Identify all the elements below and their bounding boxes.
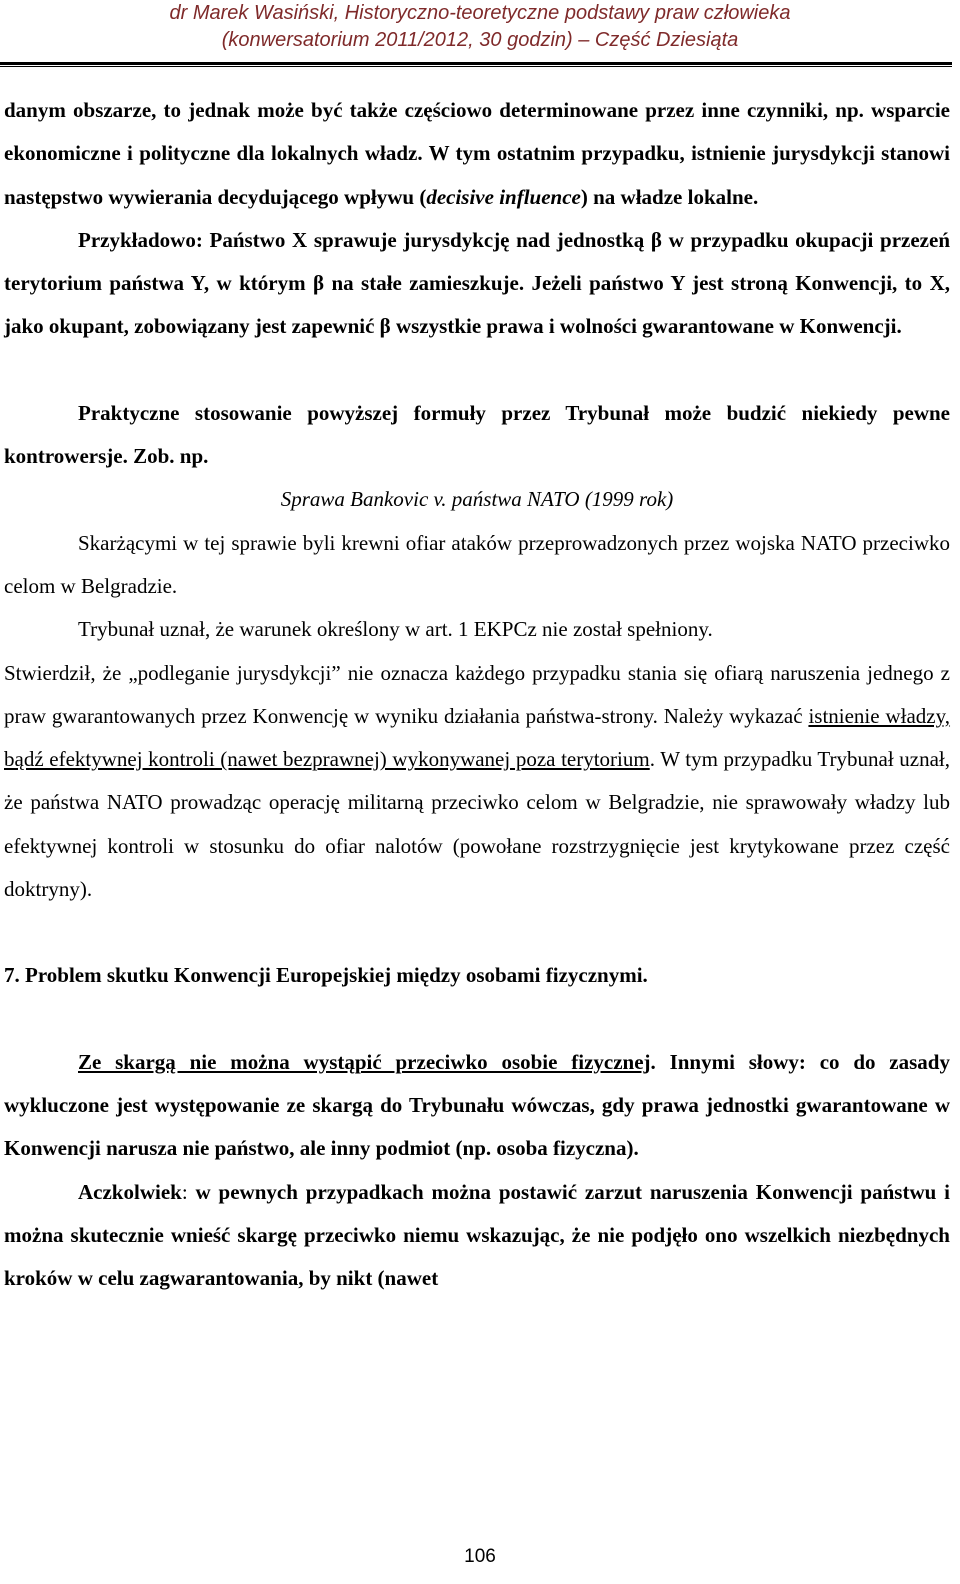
header-line-1: dr Marek Wasiński, Historyczno-teoretyczne podstawy praw człowieka <box>169 2 791 24</box>
spacer <box>4 349 950 392</box>
paragraph-7 <box>4 1041 950 1171</box>
paragraph-5: Trybunał uznał, że warunek określony w art. 1 EKPCz nie został spełniony. <box>78 617 713 642</box>
header-rule-thin <box>0 66 952 67</box>
page-number: 106 <box>464 1546 496 1567</box>
paragraph-2-tail: Jeżeli państwo Y jest stroną Konwencji, to X, jako okupant, zobowiązany jest zapewnić β wszystkie prawa i wolności gwarantowane w Konwencji. <box>4 271 950 339</box>
document-body <box>4 89 950 1300</box>
section-heading: 7. Problem skutku Konwencji Europejskiej między osobami fizycznymi. <box>4 963 648 988</box>
paragraph-7-text: . Innymi słowy: co do zasady wykluczone jest występowanie ze skargą do Trybunału wówczas, gdy prawa jednostki gwarantowane w Konwencji narusza nie państwo, ale inny podmiot (np. osoba fizyczna). <box>4 1049 950 1161</box>
paragraph-8 <box>4 1171 950 1301</box>
paragraph-6 <box>4 652 950 912</box>
paragraph-4: Skarżącymi w tej sprawie byli krewni ofiar ataków przeprowadzonych przez wojska NATO przeciwko celom w Belgradzie. <box>4 530 950 598</box>
case-title <box>4 478 950 521</box>
paragraph-8-colon: : <box>181 1179 188 1204</box>
paragraph-6-text: Stwierdził, że „podleganie jurysdykcji” nie oznacza każdego przypadku stania się ofiarą naruszenia jednego z praw gwarantowanych przez Konwencję w wyniku działania państwa-strony. Należy wykazać <box>4 660 950 728</box>
spacer <box>4 998 950 1041</box>
page-header <box>0 0 960 54</box>
paragraph-7-underlined: Ze skargą nie można wystąpić przeciwko osobie fizycznej <box>78 1049 651 1074</box>
paragraph-2-text: Przykładowo: Państwo X sprawuje jurysdykcję nad jednostką β w przypadku okupacji przezeń terytorium państwa Y, w którym β na stałe zamieszkuje. <box>4 227 950 296</box>
case-title-text: Sprawa Bankovic v. państwa NATO (1999 rok) <box>280 487 674 512</box>
paragraph-6-underlined: istnienie władzy, bądź efektywnej kontroli (nawet bezprawnej) wykonywanej poza terytorium <box>4 703 951 772</box>
paragraph-1-text: danym obszarze, to jednak może być także częściowo determinowane przez inne czynniki, np. wsparcie ekonomiczne i polityczne dla lokalnych władz. W tym ostatnim przypadku, istnienie jurysdykcji stanowi następstwo wywierania decydującego wpływu ( <box>4 98 950 209</box>
spacer <box>4 911 950 954</box>
header-rule <box>0 62 952 65</box>
paragraph-1-emphasis: decisive influence <box>426 184 581 209</box>
header-line-2: (konwersatorium 2011/2012, 30 godzin) – Część Dziesiąta <box>221 29 739 51</box>
paragraph-1 <box>4 89 950 219</box>
paragraph-8-lead: Aczkolwiek <box>78 1179 182 1204</box>
paragraph-3: Praktyczne stosowanie powyższej formuły przez Trybunał może budzić niekiedy pewne kontrowersje. Zob. np. <box>4 400 950 469</box>
paragraph-1-tail: ) na władze lokalne. <box>580 184 759 209</box>
paragraph-8-text: w pewnych przypadkach można postawić zarzut naruszenia Konwencji państwu i można skutecznie wnieść skargę przeciwko niemu wskazując, że nie podjęło ono wszelkich niezbędnych kroków w celu zagwarantowania, by nikt (nawet <box>4 1179 950 1291</box>
paragraph-6-tail: . W tym przypadku Trybunał uznał, że państwa NATO prowadząc operację militarną przeciwko celom w Belgradzie, nie sprawowały władzy lub efektywnej kontroli w stosunku do ofiar nalotów (powołane rozstrzygnięcie jest krytykowane przez część doktryny). <box>4 747 951 902</box>
paragraph-2 <box>4 219 950 349</box>
